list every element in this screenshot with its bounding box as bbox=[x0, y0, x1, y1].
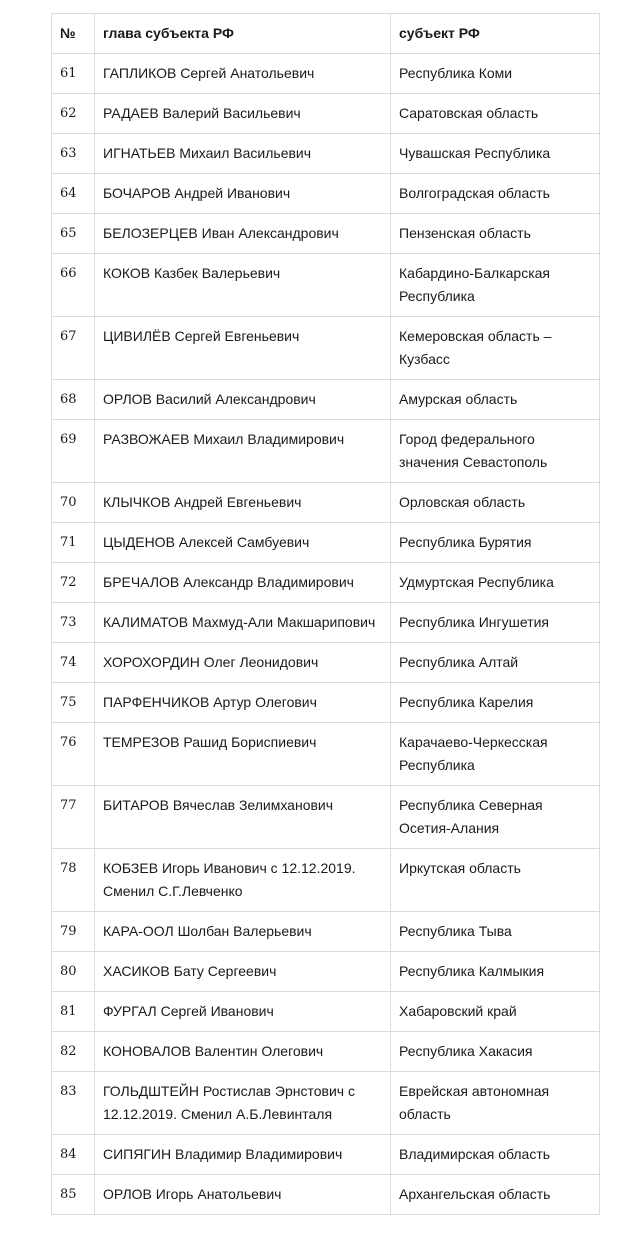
cell-subject: Республика Хакасия bbox=[391, 1032, 600, 1072]
cell-subject: Хабаровский край bbox=[391, 992, 600, 1032]
cell-head-of-subject: БЕЛОЗЕРЦЕВ Иван Александрович bbox=[95, 214, 391, 254]
table-row bbox=[52, 174, 600, 214]
table-row bbox=[52, 54, 600, 94]
cell-subject: Карачаево-Черкесская Республика bbox=[391, 723, 600, 786]
cell-subject: Амурская область bbox=[391, 380, 600, 420]
table-row bbox=[52, 1135, 600, 1175]
cell-number: 63 bbox=[52, 134, 95, 174]
cell-subject: Кабардино-Балкарская Республика bbox=[391, 254, 600, 317]
cell-subject: Республика Алтай bbox=[391, 643, 600, 683]
table-row bbox=[52, 992, 600, 1032]
cell-head-of-subject: КОНОВАЛОВ Валентин Олегович bbox=[95, 1032, 391, 1072]
table-row bbox=[52, 1175, 600, 1215]
cell-number: 71 bbox=[52, 523, 95, 563]
cell-number: 79 bbox=[52, 912, 95, 952]
header-number: № bbox=[52, 14, 95, 54]
cell-head-of-subject: ХАСИКОВ Бату Сергеевич bbox=[95, 952, 391, 992]
cell-subject: Республика Бурятия bbox=[391, 523, 600, 563]
table-row bbox=[52, 420, 600, 483]
table-row bbox=[52, 134, 600, 174]
table-row bbox=[52, 643, 600, 683]
cell-subject: Республика Калмыкия bbox=[391, 952, 600, 992]
table-row bbox=[52, 952, 600, 992]
table-row bbox=[52, 1072, 600, 1135]
cell-number: 78 bbox=[52, 849, 95, 912]
table-row bbox=[52, 317, 600, 380]
table-row bbox=[52, 603, 600, 643]
cell-number: 83 bbox=[52, 1072, 95, 1135]
cell-number: 61 bbox=[52, 54, 95, 94]
table-row bbox=[52, 912, 600, 952]
table-row bbox=[52, 483, 600, 523]
table-row bbox=[52, 1032, 600, 1072]
cell-subject: Архангельская область bbox=[391, 1175, 600, 1215]
table-row bbox=[52, 94, 600, 134]
cell-head-of-subject: БРЕЧАЛОВ Александр Владимирович bbox=[95, 563, 391, 603]
cell-head-of-subject: ПАРФЕНЧИКОВ Артур Олегович bbox=[95, 683, 391, 723]
cell-subject: Республика Коми bbox=[391, 54, 600, 94]
cell-head-of-subject: ГАПЛИКОВ Сергей Анатольевич bbox=[95, 54, 391, 94]
cell-head-of-subject: ФУРГАЛ Сергей Иванович bbox=[95, 992, 391, 1032]
cell-subject: Владимирская область bbox=[391, 1135, 600, 1175]
cell-number: 66 bbox=[52, 254, 95, 317]
cell-number: 62 bbox=[52, 94, 95, 134]
cell-number: 67 bbox=[52, 317, 95, 380]
cell-head-of-subject: ТЕМРЕЗОВ Рашид Бориспиевич bbox=[95, 723, 391, 786]
table-row bbox=[52, 380, 600, 420]
cell-subject: Республика Тыва bbox=[391, 912, 600, 952]
cell-head-of-subject: ЦЫДЕНОВ Алексей Самбуевич bbox=[95, 523, 391, 563]
cell-head-of-subject: КАЛИМАТОВ Махмуд-Али Макшарипович bbox=[95, 603, 391, 643]
table-row bbox=[52, 786, 600, 849]
governors-table bbox=[51, 13, 600, 1215]
table-header-row bbox=[52, 14, 600, 54]
header-subject: субъект РФ bbox=[391, 14, 600, 54]
cell-number: 65 bbox=[52, 214, 95, 254]
cell-number: 69 bbox=[52, 420, 95, 483]
cell-number: 85 bbox=[52, 1175, 95, 1215]
cell-head-of-subject: КАРА-ООЛ Шолбан Валерьевич bbox=[95, 912, 391, 952]
cell-head-of-subject: КОКОВ Казбек Валерьевич bbox=[95, 254, 391, 317]
cell-head-of-subject: ХОРОХОРДИН Олег Леонидович bbox=[95, 643, 391, 683]
cell-subject: Удмуртская Республика bbox=[391, 563, 600, 603]
cell-head-of-subject: СИПЯГИН Владимир Владимирович bbox=[95, 1135, 391, 1175]
cell-number: 68 bbox=[52, 380, 95, 420]
cell-subject: Пензенская область bbox=[391, 214, 600, 254]
cell-number: 77 bbox=[52, 786, 95, 849]
cell-number: 75 bbox=[52, 683, 95, 723]
cell-head-of-subject: ЦИВИЛЁВ Сергей Евгеньевич bbox=[95, 317, 391, 380]
cell-number: 73 bbox=[52, 603, 95, 643]
cell-head-of-subject: ОРЛОВ Игорь Анатольевич bbox=[95, 1175, 391, 1215]
cell-subject: Еврейская автономная область bbox=[391, 1072, 600, 1135]
cell-number: 81 bbox=[52, 992, 95, 1032]
cell-subject: Республика Ингушетия bbox=[391, 603, 600, 643]
table-row bbox=[52, 523, 600, 563]
cell-subject: Саратовская область bbox=[391, 94, 600, 134]
cell-subject: Город федерального значения Севастополь bbox=[391, 420, 600, 483]
cell-head-of-subject: КЛЫЧКОВ Андрей Евгеньевич bbox=[95, 483, 391, 523]
cell-head-of-subject: БИТАРОВ Вячеслав Зелимханович bbox=[95, 786, 391, 849]
cell-subject: Волгоградская область bbox=[391, 174, 600, 214]
cell-subject: Орловская область bbox=[391, 483, 600, 523]
cell-number: 72 bbox=[52, 563, 95, 603]
table-row bbox=[52, 214, 600, 254]
cell-head-of-subject: ОРЛОВ Василий Александрович bbox=[95, 380, 391, 420]
table-row bbox=[52, 683, 600, 723]
cell-head-of-subject: ГОЛЬДШТЕЙН Ростислав Эрнстович с 12.12.2019. Сменил А.Б.Левинталя bbox=[95, 1072, 391, 1135]
table-row bbox=[52, 254, 600, 317]
cell-number: 76 bbox=[52, 723, 95, 786]
cell-subject: Республика Северная Осетия-Алания bbox=[391, 786, 600, 849]
cell-head-of-subject: РАДАЕВ Валерий Васильевич bbox=[95, 94, 391, 134]
cell-head-of-subject: БОЧАРОВ Андрей Иванович bbox=[95, 174, 391, 214]
cell-number: 70 bbox=[52, 483, 95, 523]
table-row bbox=[52, 563, 600, 603]
cell-head-of-subject: РАЗВОЖАЕВ Михаил Владимирович bbox=[95, 420, 391, 483]
cell-head-of-subject: КОБЗЕВ Игорь Иванович с 12.12.2019. Сменил С.Г.Левченко bbox=[95, 849, 391, 912]
cell-subject: Республика Карелия bbox=[391, 683, 600, 723]
cell-subject: Кемеровская область – Кузбасс bbox=[391, 317, 600, 380]
cell-number: 64 bbox=[52, 174, 95, 214]
cell-number: 80 bbox=[52, 952, 95, 992]
cell-head-of-subject: ИГНАТЬЕВ Михаил Васильевич bbox=[95, 134, 391, 174]
header-head-of-subject: глава субъекта РФ bbox=[95, 14, 391, 54]
cell-number: 74 bbox=[52, 643, 95, 683]
cell-number: 82 bbox=[52, 1032, 95, 1072]
table-row bbox=[52, 723, 600, 786]
cell-number: 84 bbox=[52, 1135, 95, 1175]
table-row bbox=[52, 849, 600, 912]
cell-subject: Иркутская область bbox=[391, 849, 600, 912]
cell-subject: Чувашская Республика bbox=[391, 134, 600, 174]
